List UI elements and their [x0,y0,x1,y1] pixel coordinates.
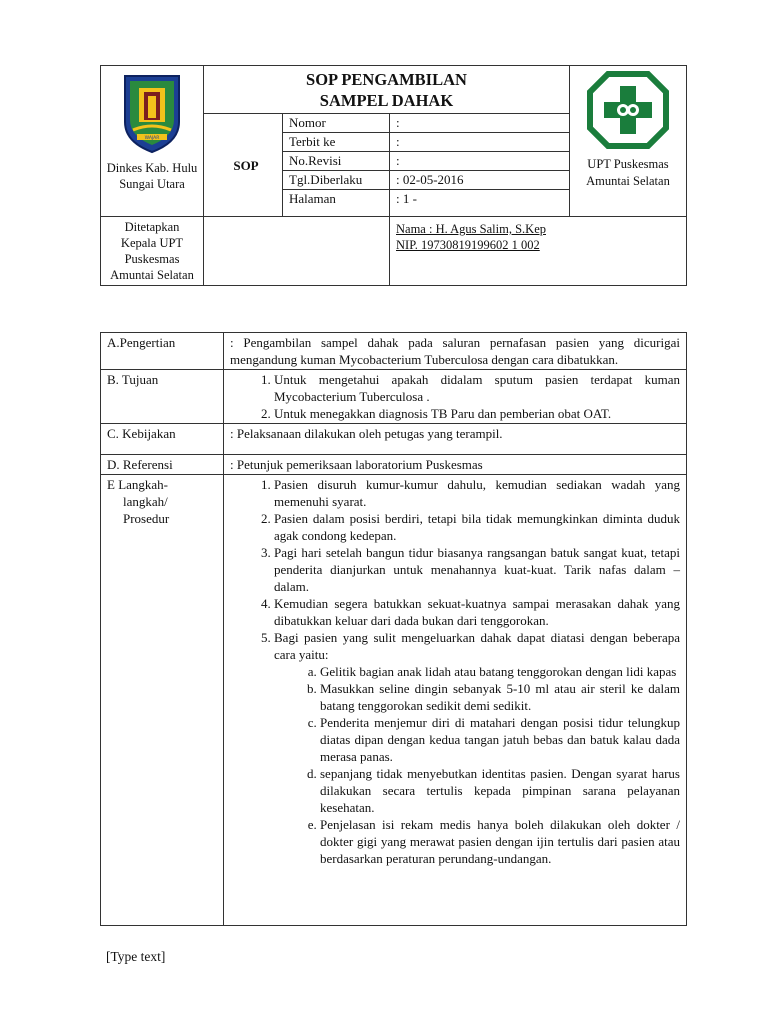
emblem-motto: WAJAR [144,136,160,141]
org-name: Dinkes Kab. Hulu Sungai Utara [106,161,198,191]
signatory [390,217,687,286]
row-tujuan [101,370,687,424]
footer-placeholder: [Type text] [106,949,166,964]
info-value-halaman: : 1 - [390,190,570,217]
label-prosedur-line-2: langkah/ [123,494,168,509]
established-by: Ditetapkan Kepala UPT Puskesmas Amuntai Selatan [101,217,204,286]
sop-header-table [100,65,687,286]
signatory-name: Nama : H. Agus Salim, S.Kep [396,222,546,236]
sop-label: SOP [204,114,283,217]
label-pengertian: A.Pengertian [101,333,224,370]
list-item-text: Bagi pasien yang sulit mengeluarkan dahak dapat diatasi dengan beberapa cara yaitu: [274,630,680,662]
label-prosedur-line-3: Prosedur [123,511,170,526]
sub-list-item: c. Penderita menjemur diri di matahari dengan posisi tidur telungkup diatas dipan dengan kedua tangan jatuh bebas dan batuk kalau dada merasa panas. [320,714,680,765]
list-item: 1. Pasien disuruh kumur-kumur dahulu, kemudian sediakan wadah yang memenuhi syarat. [274,476,680,510]
row-pengertian [101,333,687,370]
hulu-sungai-utara-emblem-icon [119,70,185,156]
info-value-tgl: : 02-05-2016 [390,171,570,190]
label-prosedur [101,475,224,926]
text-referensi: : Petunjuk pemeriksaan laboratorium Puskesmas [224,455,687,475]
info-value-revisi: : [390,152,570,171]
label-kebijakan: C. Kebijakan [101,424,224,455]
label-prosedur-line-1: E Langkah- [107,477,169,492]
row-referensi [101,455,687,475]
label-referensi: D. Referensi [101,455,224,475]
sop-content-table [100,332,687,926]
puskesmas-logo-icon [586,70,670,150]
sub-list-item: d. sepanjang tidak menyebutkan identitas pasien. Dengan syarat harus dilakukan secara tertulis kepada pimpinan sarana pelayanan kesehatan. [320,765,680,816]
signatory-nip: NIP. 19730819199602 1 002 [396,238,540,252]
upt-name: UPT Puskesmas Amuntai Selatan [586,157,670,188]
document-title [204,66,570,114]
sub-list-item: e. Penjelasan isi rekam medis hanya boleh dilakukan oleh dokter / dokter gigi yang merawat pasien dengan ijin tertulis dari pasien atau berdasarkan peraturan perundang-undangan. [320,816,680,867]
info-label-tgl: Tgl.Diberlaku [283,171,390,190]
list-item: 4. Kemudian segera batukkan sekuat-kuatnya sampai merasakan dahak yang dibatukkan keluar dari dada bukan dari tenggorokan. [274,595,680,629]
list-item [274,629,680,867]
title-line-1: SOP PENGAMBILAN [306,70,467,89]
text-kebijakan: : Pelaksanaan dilakukan oleh petugas yang terampil. [224,424,687,455]
info-label-nomor: Nomor [283,114,390,133]
row-kebijakan [101,424,687,455]
list-item: 2. Untuk menegakkan diagnosis TB Paru dan pemberian obat OAT. [274,405,680,422]
sub-list-item: b. Masukkan seline dingin sebanyak 5-10 ml atau air steril ke dalam batang tenggorokan sedikit demi sedikit. [320,680,680,714]
info-value-terbit: : [390,133,570,152]
list-item: 3. Pagi hari setelah bangun tidur biasanya rangsangan batuk sangat kuat, tetapi penderita dianjurkan untuk menahannya kuat-kuat. Tarik nafas dalam – dalam. [274,544,680,595]
tujuan-content [224,370,687,424]
list-item: 1. Untuk mengetahui apakah didalam sputum pasien terdapat kuman Mycobacterium Tuberculosa . [274,371,680,405]
title-line-2: SAMPEL DAHAK [319,91,454,110]
info-value-nomor: : [390,114,570,133]
text-pengertian: : Pengambilan sampel dahak pada saluran pernafasan pasien yang dicurigai mengandung kuman Mycobacterium Tuberculosa dengan cara dibatukkan. [224,333,687,370]
prosedur-content [224,475,687,926]
label-tujuan: B. Tujuan [101,370,224,424]
dinkes-cell [101,66,204,217]
sub-list-item: a. Gelitik bagian anak lidah atau batang tenggorokan dengan lidi kapas [320,663,680,680]
list-item: 2. Pasien dalam posisi berdiri, tetapi bila tidak memungkinkan diminta duduk agak condong kedepan. [274,510,680,544]
info-label-revisi: No.Revisi [283,152,390,171]
row-prosedur [101,475,687,926]
puskesmas-cell [570,66,687,217]
info-label-terbit: Terbit ke [283,133,390,152]
info-label-halaman: Halaman [283,190,390,217]
empty-sign-area [204,217,390,286]
